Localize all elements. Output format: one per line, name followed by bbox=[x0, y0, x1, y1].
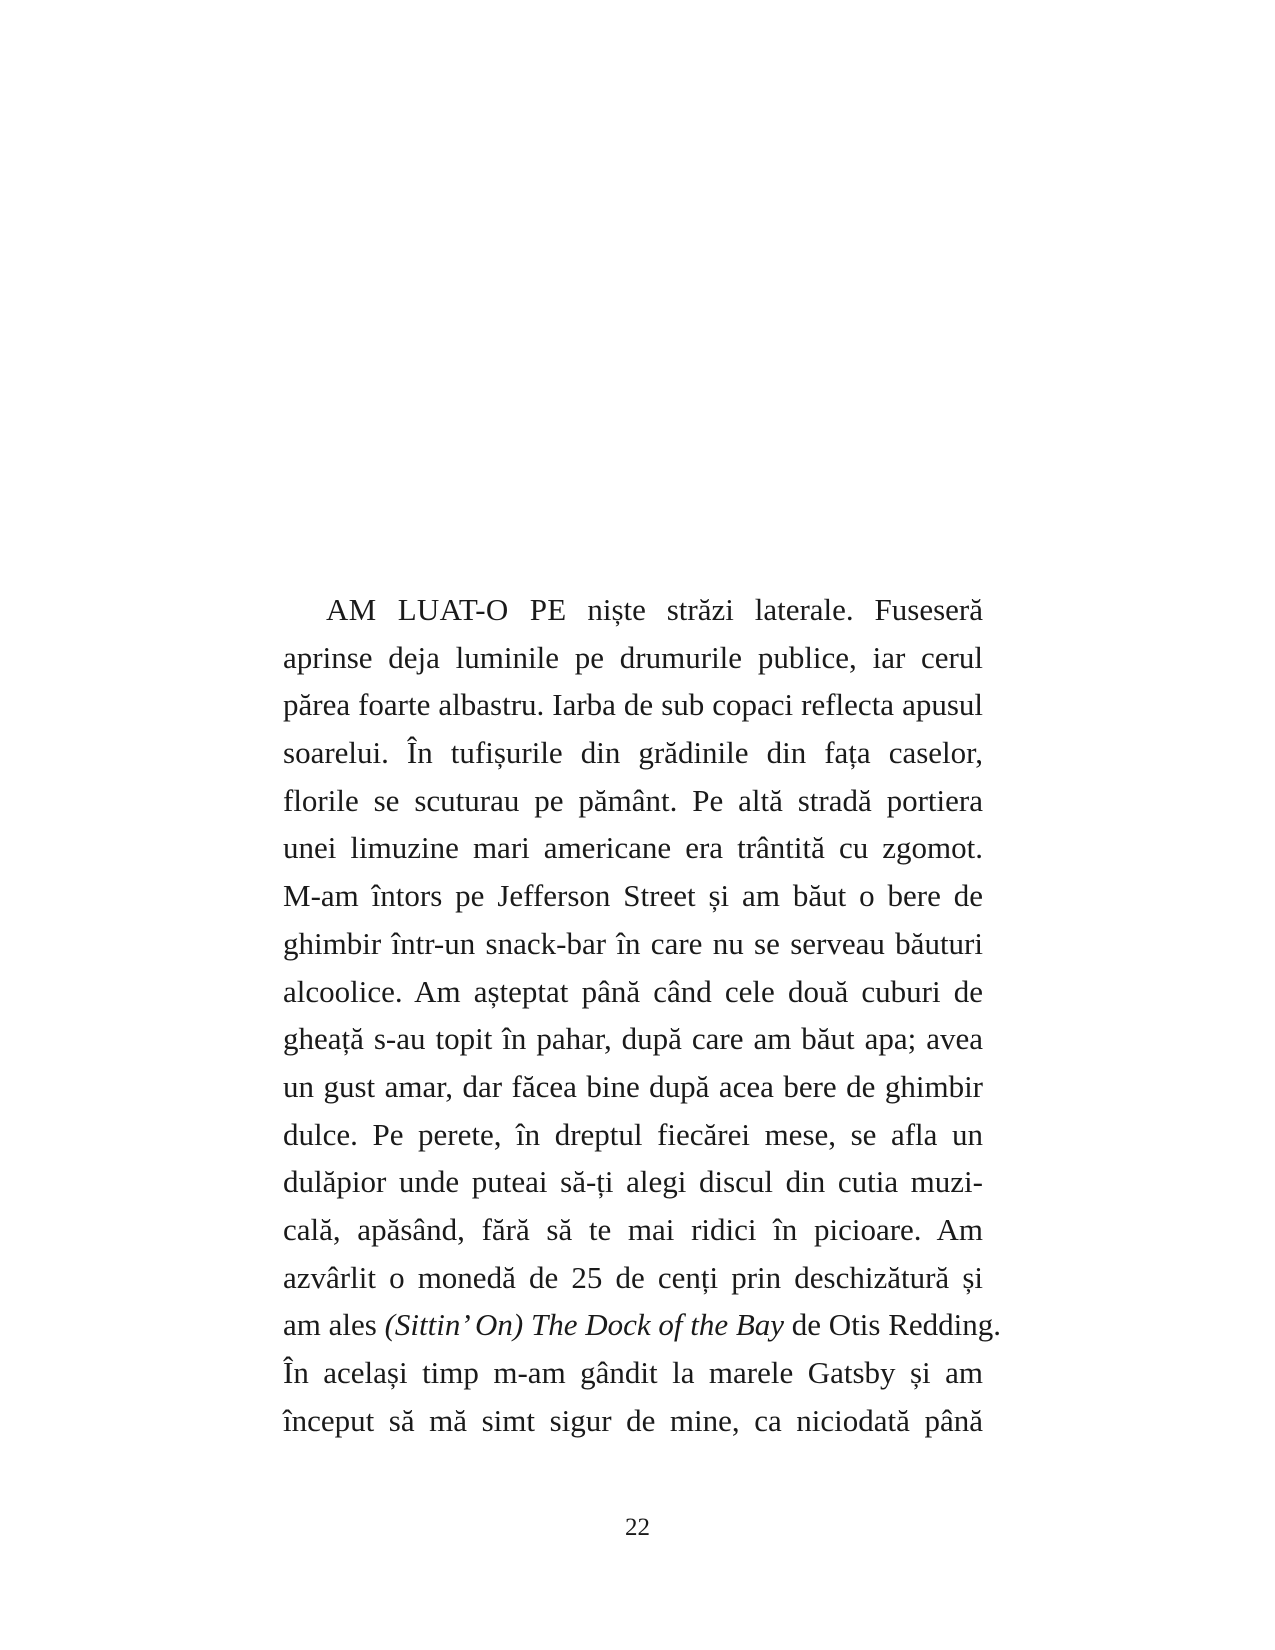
text-line-14: cală, apăsând, fără să te mai ridici în picioare. Am bbox=[283, 1211, 983, 1247]
text-line-2: aprinse deja luminile pe drumurile publice, iar cerul bbox=[283, 639, 983, 675]
text-line-17: În același timp m-am gândit la marele Gatsby și am bbox=[283, 1355, 983, 1390]
text-line-16-before: am ales bbox=[283, 1307, 385, 1343]
text-line-16-after: de Otis Redding. bbox=[784, 1307, 1002, 1343]
text-line-1 bbox=[283, 586, 983, 634]
text-line-12: dulce. Pe perete, în dreptul fiecărei mese, se afla un bbox=[283, 1116, 983, 1152]
text-line-5: florile se scuturau pe pământ. Pe altă stradă portiera bbox=[283, 782, 983, 818]
text-line-7: M-am întors pe Jefferson Street și am băut o bere de bbox=[283, 878, 983, 914]
text-line-1-rest: niște străzi laterale. Fuseseră bbox=[566, 592, 983, 627]
text-line-4: soarelui. În tufișurile din grădinile din fața caselor, bbox=[283, 735, 983, 771]
page-number: 22 bbox=[625, 1514, 650, 1541]
text-line-3: părea foarte albastru. Iarba de sub copaci reflecta apusul bbox=[283, 687, 983, 723]
text-line-15: azvârlit o monedă de 25 de cenți prin deschizătură și bbox=[283, 1259, 983, 1295]
text-line-6: unei limuzine mari americane era trântită cu zgomot. bbox=[283, 830, 983, 866]
chapter-lead-in: AM LUAT-O PE bbox=[326, 592, 567, 627]
song-title: (Sittin’ On) The Dock of the Bay bbox=[384, 1307, 785, 1343]
text-line-9: alcoolice. Am așteptat până când cele două cuburi de bbox=[283, 973, 983, 1009]
text-line-13: dulăpior unde puteai să-ți alegi discul din cutia muzi- bbox=[283, 1164, 983, 1200]
text-line-11: un gust amar, dar făcea bine după acea bere de ghimbir bbox=[283, 1068, 983, 1104]
text-line-8: ghimbir într-un snack-bar în care nu se serveau băuturi bbox=[283, 925, 983, 961]
text-line-16 bbox=[283, 1301, 1002, 1349]
text-line-10: gheață s-au topit în pahar, după care am băut apa; avea bbox=[283, 1021, 983, 1057]
body-text bbox=[283, 586, 1002, 1444]
text-line-18: început să mă simt sigur de mine, ca niciodată până bbox=[283, 1402, 983, 1438]
